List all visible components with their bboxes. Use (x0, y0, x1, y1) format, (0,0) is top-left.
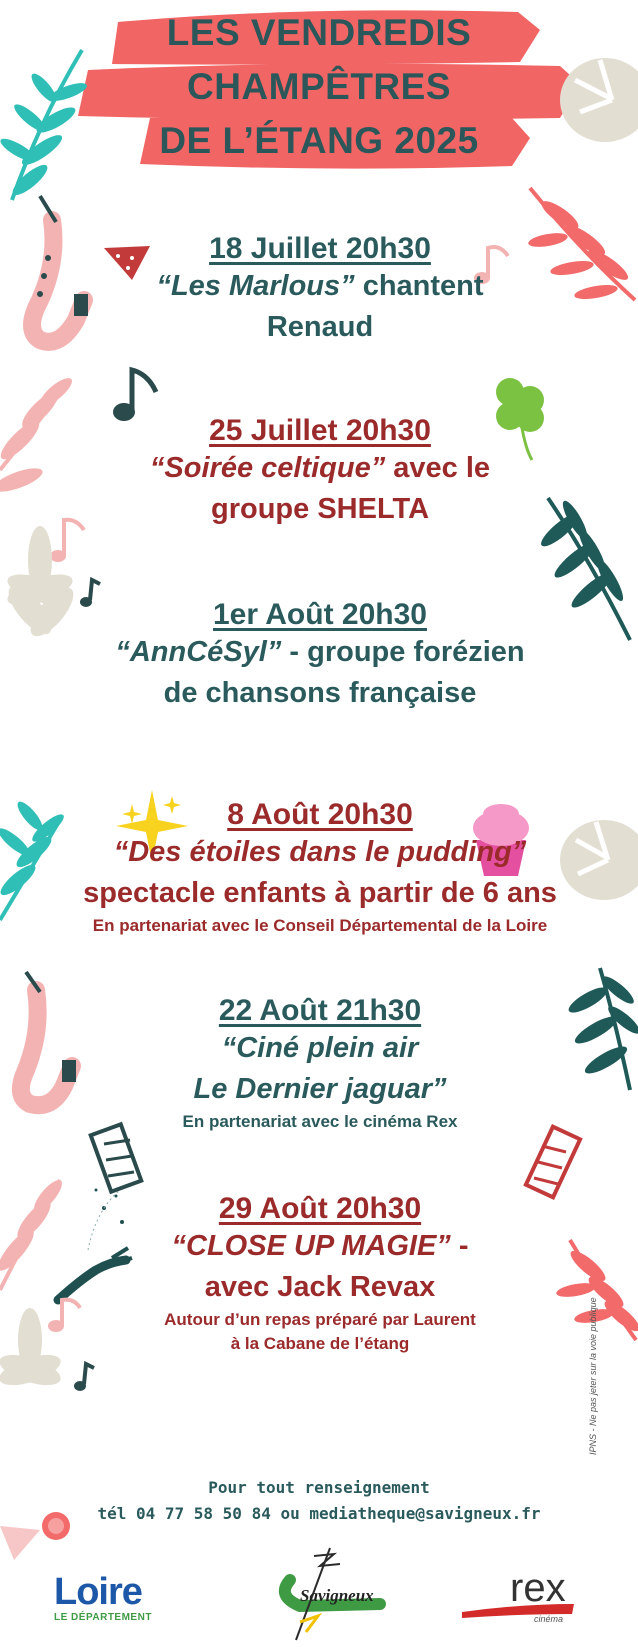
event-4 (20, 798, 620, 938)
info-line-1: Pour tout renseignement (208, 1478, 430, 1497)
event-1 (40, 232, 600, 348)
title-line-2: CHAMPÊTRES (186, 66, 452, 107)
event-subtitle-italic: Le Dernier jaguar” (193, 1073, 447, 1105)
event-subtitle: groupe SHELTA (210, 493, 430, 525)
event-note: En partenariat avec le Conseil Départemental de la Loire (92, 916, 548, 935)
event-date: 18 Juillet 20h30 (209, 232, 431, 265)
event-subtitle: avec Jack Revax (204, 1271, 436, 1303)
title-line-3: DE L’ÉTANG 2025 (159, 120, 479, 161)
event-note-2: à la Cabane de l’étang (230, 1334, 410, 1353)
title-line-1: LES VENDREDIS (166, 12, 472, 53)
savigneux-logo-text: Savigneux (300, 1586, 374, 1605)
rex-logo-subtext: cinéma (534, 1614, 564, 1624)
info-line-2: tél 04 77 58 50 84 ou mediatheque@savigneux.fr (97, 1504, 541, 1523)
event-date: 29 Août 20h30 (218, 1192, 422, 1225)
title-block (0, 0, 638, 180)
film-strip-icon (526, 1127, 580, 1198)
event-title-rest: chantent (354, 270, 484, 302)
event-6 (40, 1192, 600, 1356)
event-title (40, 1028, 600, 1069)
loire-logo (54, 1572, 174, 1623)
event-2 (40, 414, 600, 530)
event-note: En partenariat avec le cinéma Rex (182, 1112, 458, 1131)
loire-logo-subtext: LE DÉPARTEMENT (54, 1612, 152, 1623)
event-title (40, 1226, 600, 1267)
event-subtitle: spectacle enfants à partir de 6 ans (83, 877, 557, 909)
event-date: 25 Juillet 20h30 (209, 414, 431, 447)
loire-logo-text: Loire (54, 1571, 142, 1613)
event-3 (40, 598, 600, 714)
event-title-italic: “Ciné plein air (221, 1032, 419, 1064)
legal-notice: IPNS - Ne pas jeter sur la voie publique (588, 1297, 598, 1455)
event-title-italic: “Soirée celtique” (149, 452, 386, 484)
event-date: 1er Août 20h30 (213, 598, 427, 631)
event-title-italic: “Les Marlous” (156, 270, 355, 302)
event-subtitle: Renaud (266, 311, 374, 343)
event-title-italic: “CLOSE UP MAGIE” (171, 1230, 451, 1262)
event-note-1: Autour d’un repas préparé par Laurent (164, 1310, 476, 1329)
music-note-icon (74, 1364, 94, 1391)
rex-logo-text: rex (510, 1566, 566, 1610)
event-title (20, 832, 620, 873)
event-title-rest: avec le (385, 452, 491, 484)
event-title-italic: “AnnCéSyl” (115, 636, 282, 668)
event-title (40, 266, 600, 307)
event-title-rest: - (450, 1230, 469, 1262)
event-date: 22 Août 21h30 (218, 994, 422, 1027)
event-title-italic: “Des étoiles dans le pudding” (113, 836, 527, 868)
event-subtitle: de chansons française (163, 677, 477, 709)
event-title (40, 448, 600, 489)
event-5 (40, 994, 600, 1134)
event-title (40, 632, 600, 673)
event-title-rest: - groupe forézien (281, 636, 525, 668)
film-strip-icon (91, 1124, 142, 1191)
event-subtitle (40, 1069, 600, 1110)
event-date: 8 Août 20h30 (227, 798, 413, 831)
